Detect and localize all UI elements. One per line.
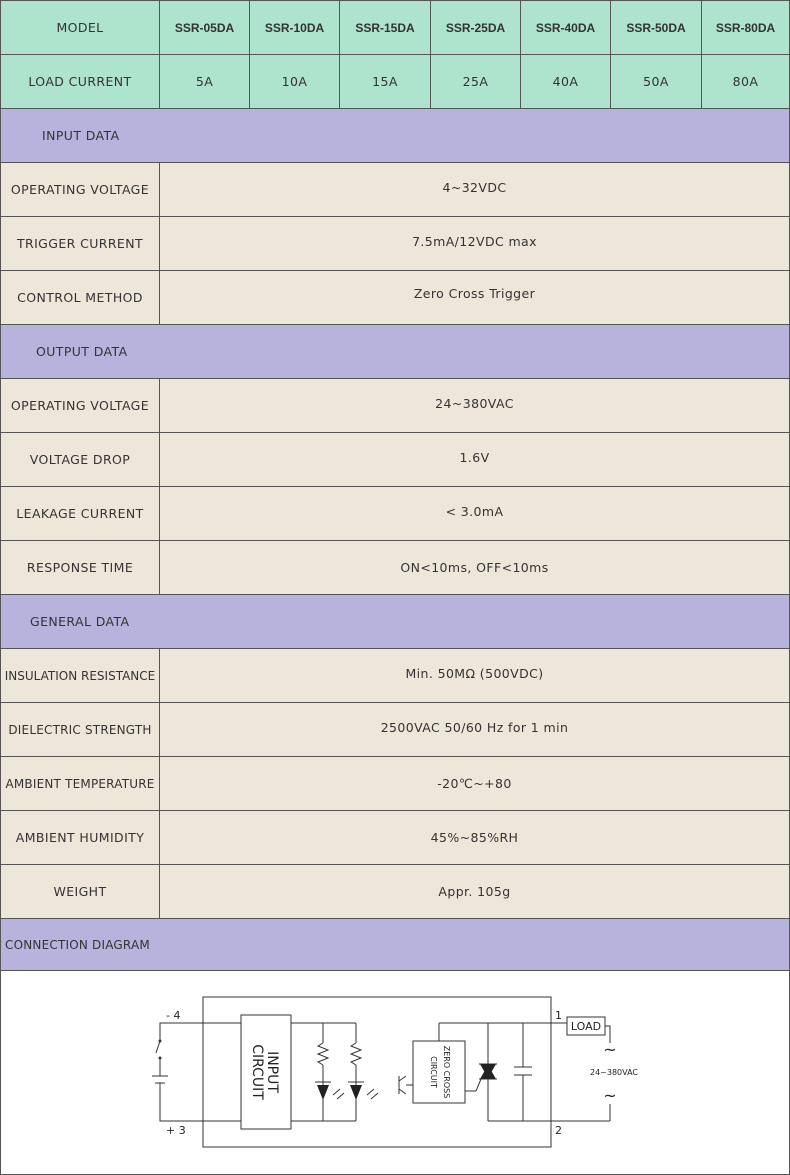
general-data-header <box>0 594 790 649</box>
spec-row <box>0 162 790 217</box>
spec-value: Min. 50MΩ (500VDC) <box>159 648 790 703</box>
model-ssr-40da: SSR-40DA <box>520 0 611 55</box>
model-ssr-05da: SSR-05DA <box>159 0 250 55</box>
zero-cross-label-line2: CIRCUIT <box>429 1056 438 1088</box>
spec-value: 45%~85%RH <box>159 810 790 865</box>
spec-row <box>0 486 790 541</box>
spec-value: Appr. 105g <box>159 864 790 919</box>
load-current-label: LOAD CURRENT <box>0 54 160 109</box>
spec-label: RESPONSE TIME <box>0 540 160 595</box>
spec-label: CONTROL METHOD <box>0 270 160 325</box>
model-ssr-15da: SSR-15DA <box>339 0 431 55</box>
spec-row <box>0 270 790 325</box>
spec-row <box>0 216 790 271</box>
model-label: MODEL <box>0 0 160 55</box>
input-circuit-label-line1: INPUT <box>264 1051 280 1093</box>
zero-cross-label-line1: ZERO CROSS <box>442 1045 451 1099</box>
spec-label: OPERATING VOLTAGE <box>0 162 160 217</box>
section-title: OUTPUT DATA <box>36 344 128 359</box>
load-current-value: 15A <box>339 54 431 109</box>
zero-cross-box <box>413 1041 465 1103</box>
spec-row <box>0 540 790 595</box>
led-diode <box>350 1085 362 1100</box>
terminal-1-label: 1 <box>555 1009 562 1022</box>
spec-row <box>0 864 790 919</box>
spec-value: 24~380VAC <box>159 378 790 433</box>
section-title: CONNECTION DIAGRAM <box>5 937 150 952</box>
spec-value: 1.6V <box>159 432 790 487</box>
spec-label: OPERATING VOLTAGE <box>0 378 160 433</box>
load-current-value: 25A <box>430 54 521 109</box>
spec-value: 4~32VDC <box>159 162 790 217</box>
model-ssr-10da: SSR-10DA <box>249 0 340 55</box>
spec-label: INSULATION RESISTANCE <box>0 648 160 703</box>
load-current-value: 10A <box>249 54 340 109</box>
spec-row <box>0 648 790 703</box>
spec-value: -20℃~+80 <box>159 756 790 811</box>
spec-row <box>0 432 790 487</box>
section-title: INPUT DATA <box>42 128 120 143</box>
spec-value: Zero Cross Trigger <box>159 270 790 325</box>
spec-value: 7.5mA/12VDC max <box>159 216 790 271</box>
output-data-header <box>0 324 790 379</box>
model-ssr-50da: SSR-50DA <box>610 0 702 55</box>
spec-value: < 3.0mA <box>159 486 790 541</box>
spec-label: LEAKAGE CURRENT <box>0 486 160 541</box>
circuit-schematic <box>1 971 789 1174</box>
model-row <box>0 0 790 55</box>
spec-row <box>0 810 790 865</box>
spec-label: AMBIENT TEMPERATURE <box>0 756 160 811</box>
spec-label: TRIGGER CURRENT <box>0 216 160 271</box>
spec-label: AMBIENT HUMIDITY <box>0 810 160 865</box>
terminal-neg-label: - 4 <box>166 1009 181 1022</box>
input-data-header <box>0 108 790 163</box>
model-ssr-80da: SSR-80DA <box>701 0 790 55</box>
spec-row <box>0 378 790 433</box>
input-circuit-label-line2: CIRCUIT <box>249 1044 265 1100</box>
connection-diagram-header <box>0 918 790 971</box>
section-title: GENERAL DATA <box>30 614 130 629</box>
spec-row <box>0 756 790 811</box>
connection-diagram <box>0 970 790 1175</box>
load-current-value: 50A <box>610 54 702 109</box>
ac-symbol-bottom: ~ <box>603 1086 617 1105</box>
load-current-value: 5A <box>159 54 250 109</box>
spec-label: DIELECTRIC STRENGTH <box>0 702 160 757</box>
model-ssr-25da: SSR-25DA <box>430 0 521 55</box>
spec-value: 2500VAC 50/60 Hz for 1 min <box>159 702 790 757</box>
load-current-value: 40A <box>520 54 611 109</box>
terminal-2-label: 2 <box>555 1124 562 1137</box>
ac-symbol-top: ~ <box>603 1040 617 1059</box>
terminal-pos-label: + 3 <box>166 1124 186 1137</box>
spec-value: ON<10ms, OFF<10ms <box>159 540 790 595</box>
load-current-value: 80A <box>701 54 790 109</box>
load-current-row <box>0 54 790 109</box>
ac-voltage-label: 24~380VAC <box>589 1068 639 1077</box>
spec-row <box>0 702 790 757</box>
load-label: LOAD <box>570 1020 602 1033</box>
spec-label: WEIGHT <box>0 864 160 919</box>
led-diode <box>317 1085 329 1100</box>
spec-label: VOLTAGE DROP <box>0 432 160 487</box>
